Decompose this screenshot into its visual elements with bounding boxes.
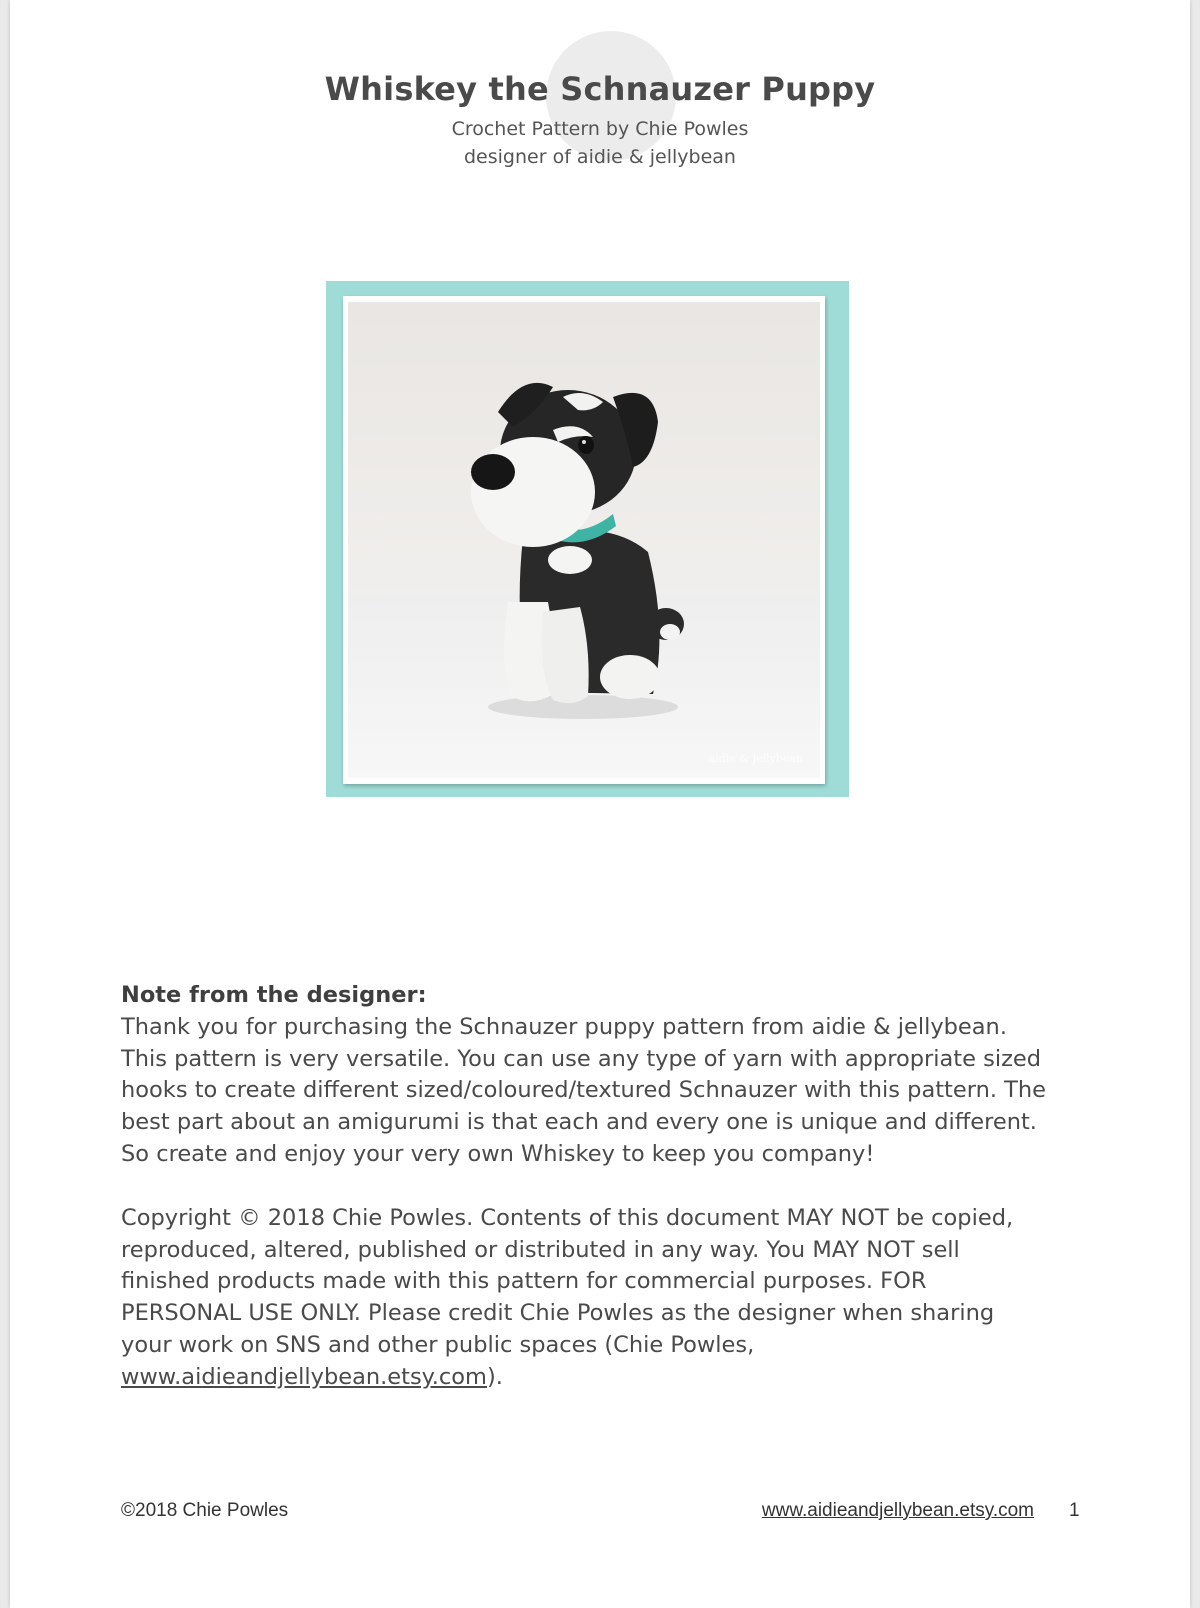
copyright-notice xyxy=(121,1203,1051,1394)
document-page xyxy=(10,0,1190,1608)
subtitle-designer: designer of aidie & jellybean xyxy=(464,146,736,168)
copyright-text: Copyright © 2018 Chie Powles. Contents of this document MAY NOT be copied, reproduced, altered, published or distributed in any way. You MAY NOT sell finished products made with this pattern for commercial purposes. FOR PERSONAL USE ONLY. Please credit Chie Powles as the designer when sharing your work on SNS and other public spaces (Chie Powles, xyxy=(121,1204,1014,1358)
photo-mat xyxy=(343,296,825,784)
watermark-logo xyxy=(541,26,681,196)
subtitle-author: Crochet Pattern by Chie Powles xyxy=(451,118,749,140)
copyright-link[interactable]: www.aidieandjellybean.etsy.com xyxy=(121,1363,487,1390)
designer-note xyxy=(121,980,1051,1394)
copyright-end: ). xyxy=(486,1363,503,1390)
footer-link[interactable]: www.aidieandjellybean.etsy.com xyxy=(761,1500,1034,1521)
page-number: 1 xyxy=(1069,1500,1080,1521)
note-heading: Note from the designer: xyxy=(121,982,427,1008)
schnauzer-photo xyxy=(348,302,820,778)
footer-copyright: ©2018 Chie Powles xyxy=(121,1500,289,1521)
photo-watermark: aidie & jellybean xyxy=(708,752,803,765)
document-title: Whiskey the Schnauzer Puppy xyxy=(324,70,876,108)
note-body: Thank you for purchasing the Schnauzer puppy pattern from aidie & jellybean. This pattern is very versatile. You can use any type of yarn with appropriate sized hooks to create different sized/coloured/textured Schnauzer with this pattern. The best part about an amigurumi is that each and every one is unique and different. So create and enjoy your very own Whiskey to keep you company! xyxy=(121,1013,1046,1167)
photo-frame xyxy=(326,281,849,797)
